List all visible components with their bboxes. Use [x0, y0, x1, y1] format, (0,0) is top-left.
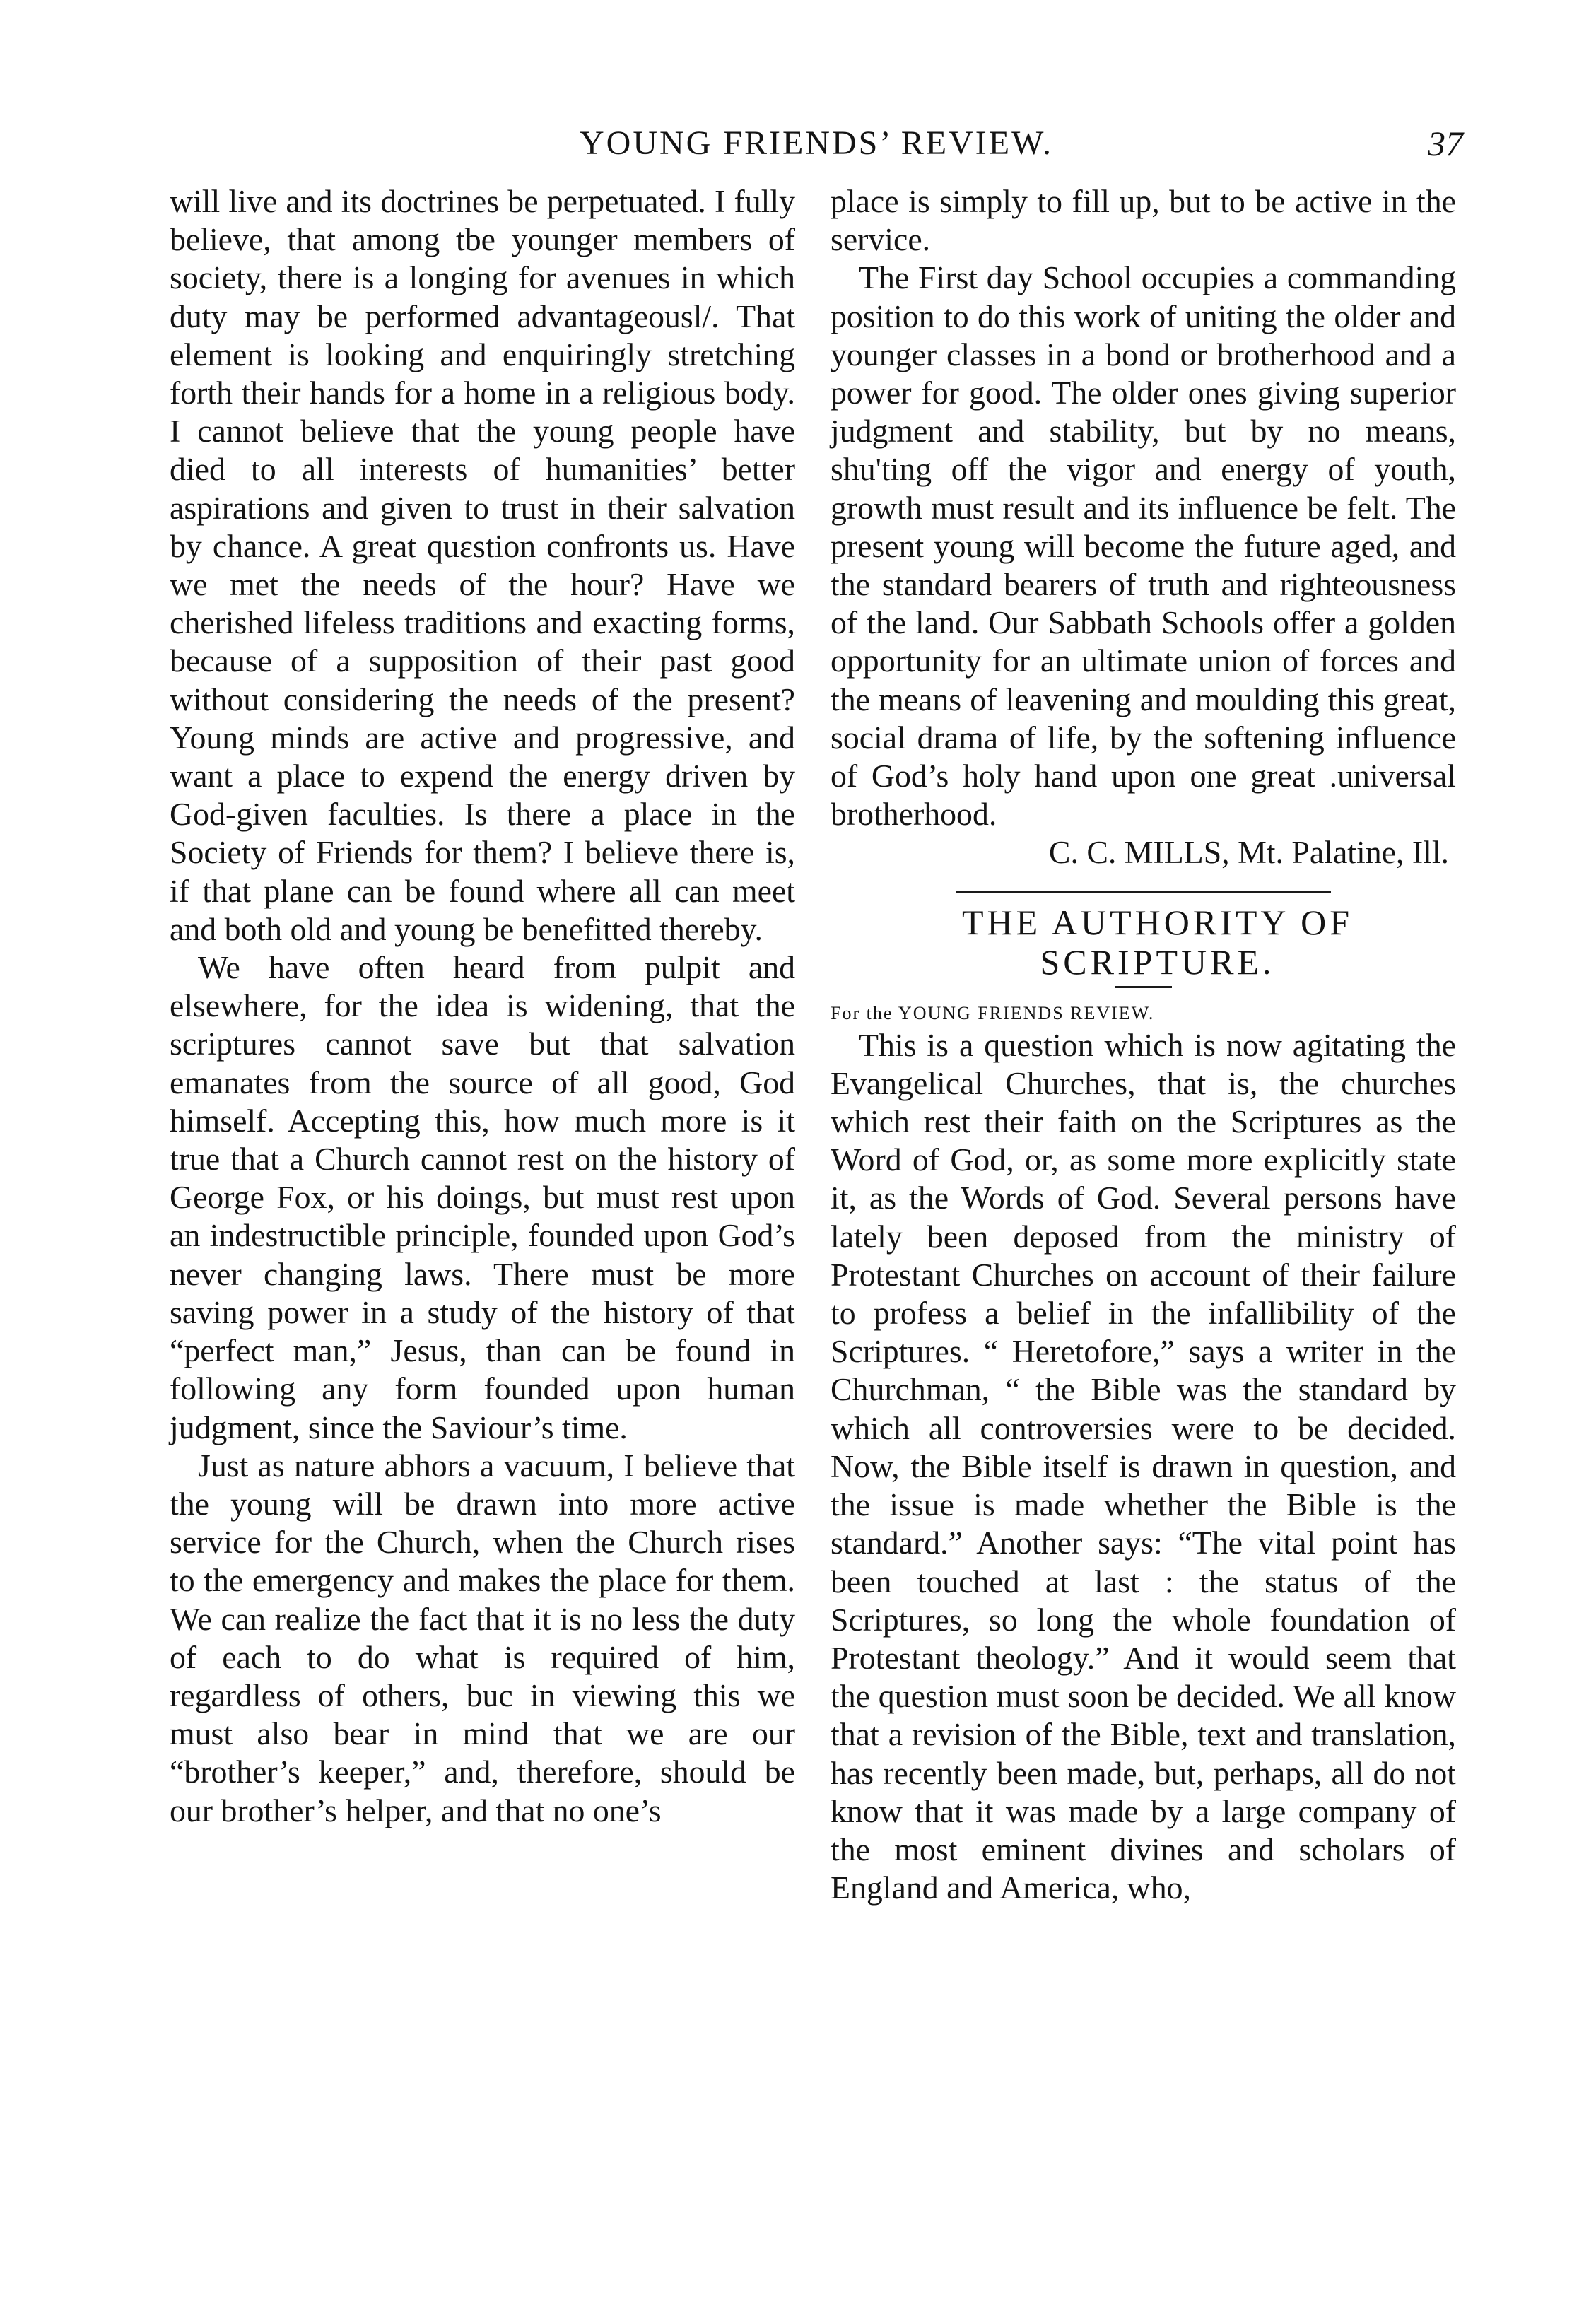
paragraph: We have often heard from pulpit and elsewhere, for the idea is widening, that the scriptures cannot save but that salvation emanates from the source of all good, God himself. Accepting this, how much more is it true that a Church cannot rest on the history of George Fox, or his doings, but must rest upon an indestructible principle, founded upon God’s never changing laws. There must be more saving power in a study of the history of that “perfect man,” Jesus, than can be found in following any form founded upon human judgment, since the Saviour’s time.: [170, 949, 795, 1445]
author-signature: C. C. MILLS, Mt. Palatine, Ill.: [1048, 834, 1449, 871]
paragraph: This is a question which is now agitating the Evangelical Churches, that is, the churches which rest their faith on the Scriptures as the Word of God, or, as some more explicitly state it, as the Words of God. Several persons have lately been deposed from the ministry of Protestant Churches on account of their failure to profess a belief in the infallibility of the Scriptures. “ Heretofore,” says a writer in the Churchman, “ the Bible was the standard by which all controversies were to be decided. Now, the Bible itself is drawn in question, and the issue is made whether the Bible is the standard.” Another says: “The vital point has been touched at last : the status of the Scriptures, so long the whole foundation of Protestant theology.” And it would seem that the question must soon be decided. We all know that a revision of the Bible, text and translation, has recently been made, but, perhaps, all do not know that it was made by a large company of the most eminent divines and scholars of England and America, who,: [831, 1026, 1456, 1906]
article-title-line-2: SCRIPTURE.: [1040, 941, 1275, 982]
paragraph: will live and its doctrines be perpetuated. I fully believe, that among tbe younger members of society, there is a longing for avenues in which duty may be performed advantageousl/. That element is looking and enquiringly stretching forth their hands for a home in a religious body. I cannot believe that the young people have died to all interests of humanities’ better aspirations and given to trust in their salvation by chance. A great quɛstion confronts us. Have we met the needs of the hour? Have we cherished lifeless traditions and exacting forms, because of a supposition of their past good without considering the needs of the present? Young minds are active and progressive, and want a place to expend the energy driven by God-given faculties. Is there a place in the Society of Friends for them? I believe there is, if that plane can be found where all can meet and both old and young be benefitted thereby.: [170, 183, 795, 947]
article-byline: For the YOUNG FRIENDS REVIEW.: [831, 1002, 1155, 1023]
page-number: 37: [1428, 124, 1463, 163]
right-column: [831, 182, 1456, 1907]
left-column: [170, 182, 795, 1830]
paragraph: The First day School occupies a commanding position to do this work of uniting the older and younger classes in a bond or brotherhood and a power for good. The older ones giving superior judgment and stability, but by no means, shu'ting off the vigor and energy of youth, growth must result and its influence be felt. The present young will become the future aged, and the standard bearers of truth and righteousness of the land. Our Sabbath Schools offer a golden opportunity for an ultimate union of forces and the means of leavening and moulding this great, social drama of life, by the softening influence of God’s holy hand upon one great .universal brotherhood.: [831, 259, 1456, 833]
title-underline: [1115, 986, 1172, 988]
paragraph: place is simply to fill up, but to be active in the service.: [831, 183, 1456, 258]
section-divider: [956, 891, 1331, 893]
paragraph: Just as nature abhors a vacuum, I believe that the young will be drawn into more active service for the Church, when the Church rises to the emergency and makes the place for them. We can realize the fact that it is no less the duty of each to do what is required of him, regardless of others, buc in viewing this we must also bear in mind that we are our “brother’s keeper,” and, therefore, should be our brother’s helper, and that no one’s: [170, 1447, 795, 1828]
article-title-line-1: THE AUTHORITY OF: [961, 902, 1354, 942]
running-head: YOUNG FRIENDS’ REVIEW.: [580, 124, 1053, 162]
page-header: [170, 119, 1463, 168]
